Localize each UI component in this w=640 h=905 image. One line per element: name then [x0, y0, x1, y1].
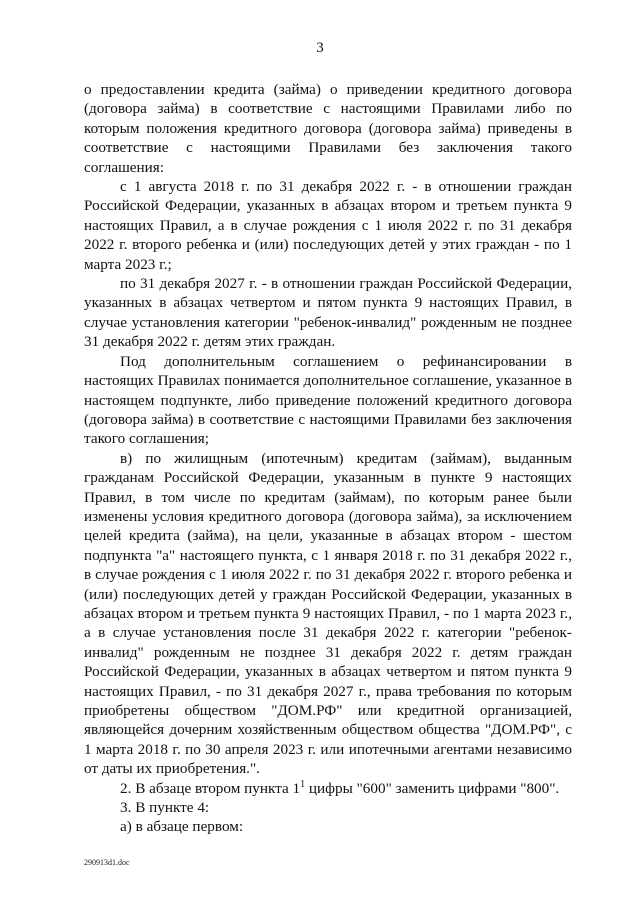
item-2-superscript: 1 — [300, 778, 306, 790]
paragraph: в) по жилищным (ипотечным) кредитам (займам), выданным гражданам Российской Федерации, указанным в пункте 9 настоящих Правил, в том числе по кредитам (займам), по которым ранее были изменены условия кредитного договора (договора займа), за исключением целей кредита (займа), на цели, указанные в абзацах втором - шестом подпункта "а" настоящего пункта, с 1 января 2018 г. по 31 декабря 2022 г., в случае рождения с 1 июля 2022 г. по 31 декабря 2022 г. второго ребенка и (или) последующих детей у граждан Российской Федерации, указанных в абзацах втором и третьем пункта 9 настоящих Правил, - по 1 марта 2023 г., а в случае установления после 31 декабря 2022 г. категории "ребенок-инвалид" рожденным не позднее 31 декабря 2022 г. детям граждан Российской Федерации, указанных в абзацах четвертом и пятом пункта 9 настоящих Правил, - по 31 декабря 2027 г., права требования по которым приобретены обществом "ДОМ.РФ" или кредитной организацией, являющейся дочерним хозяйственным обществом общества "ДОМ.РФ", с 1 марта 2018 г. по 30 апреля 2023 г. или ипотечными агентами независимо от даты их приобретения.". — [84, 449, 572, 778]
document-body — [84, 80, 572, 837]
item-2-text: 2. В абзаце втором пункта 1 — [120, 779, 301, 797]
item-3a-paragraph: а) в абзаце первом: — [120, 818, 244, 836]
item-2-text-end: цифры "600" заменить цифрами "800". — [305, 779, 560, 797]
paragraph: по 31 декабря 2027 г. - в отношении граждан Российской Федерации, указанных в абзацах четвертом и пятом пункта 9 настоящих Правил, в случае установления категории "ребенок-инвалид" рожденным не позднее 31 декабря 2022 г. детям этих граждан. — [84, 275, 572, 351]
paragraph: о предоставлении кредита (займа) о приведении кредитного договора (договора займа) в соответствие с настоящими Правилами либо по которым положения кредитного договора (договора займа) приведены в соответствие с настоящими Правилами без заключения такого соглашения: — [84, 81, 572, 176]
item-3-paragraph: 3. В пункте 4: — [120, 799, 210, 817]
paragraph: с 1 августа 2018 г. по 31 декабря 2022 г. - в отношении граждан Российской Федерации, указанных в абзацах втором и третьем пункта 9 настоящих Правил, а в случае рождения с 1 июля 2022 г. по 31 декабря 2022 г. второго ребенка и (или) последующих детей у этих граждан - по 1 марта 2023 г.; — [84, 178, 572, 273]
item-2-paragraph — [84, 779, 572, 798]
footer-filename: 290913d1.doc — [84, 858, 130, 867]
page-number: 3 — [316, 40, 324, 56]
paragraph: Под дополнительным соглашением о рефинансировании в настоящих Правилах понимается дополнительное соглашение, указанное в настоящем подпункте, либо приведение положений кредитного договора (договора займа) в соответствие с настоящими Правилами без заключения такого соглашения; — [84, 352, 572, 448]
